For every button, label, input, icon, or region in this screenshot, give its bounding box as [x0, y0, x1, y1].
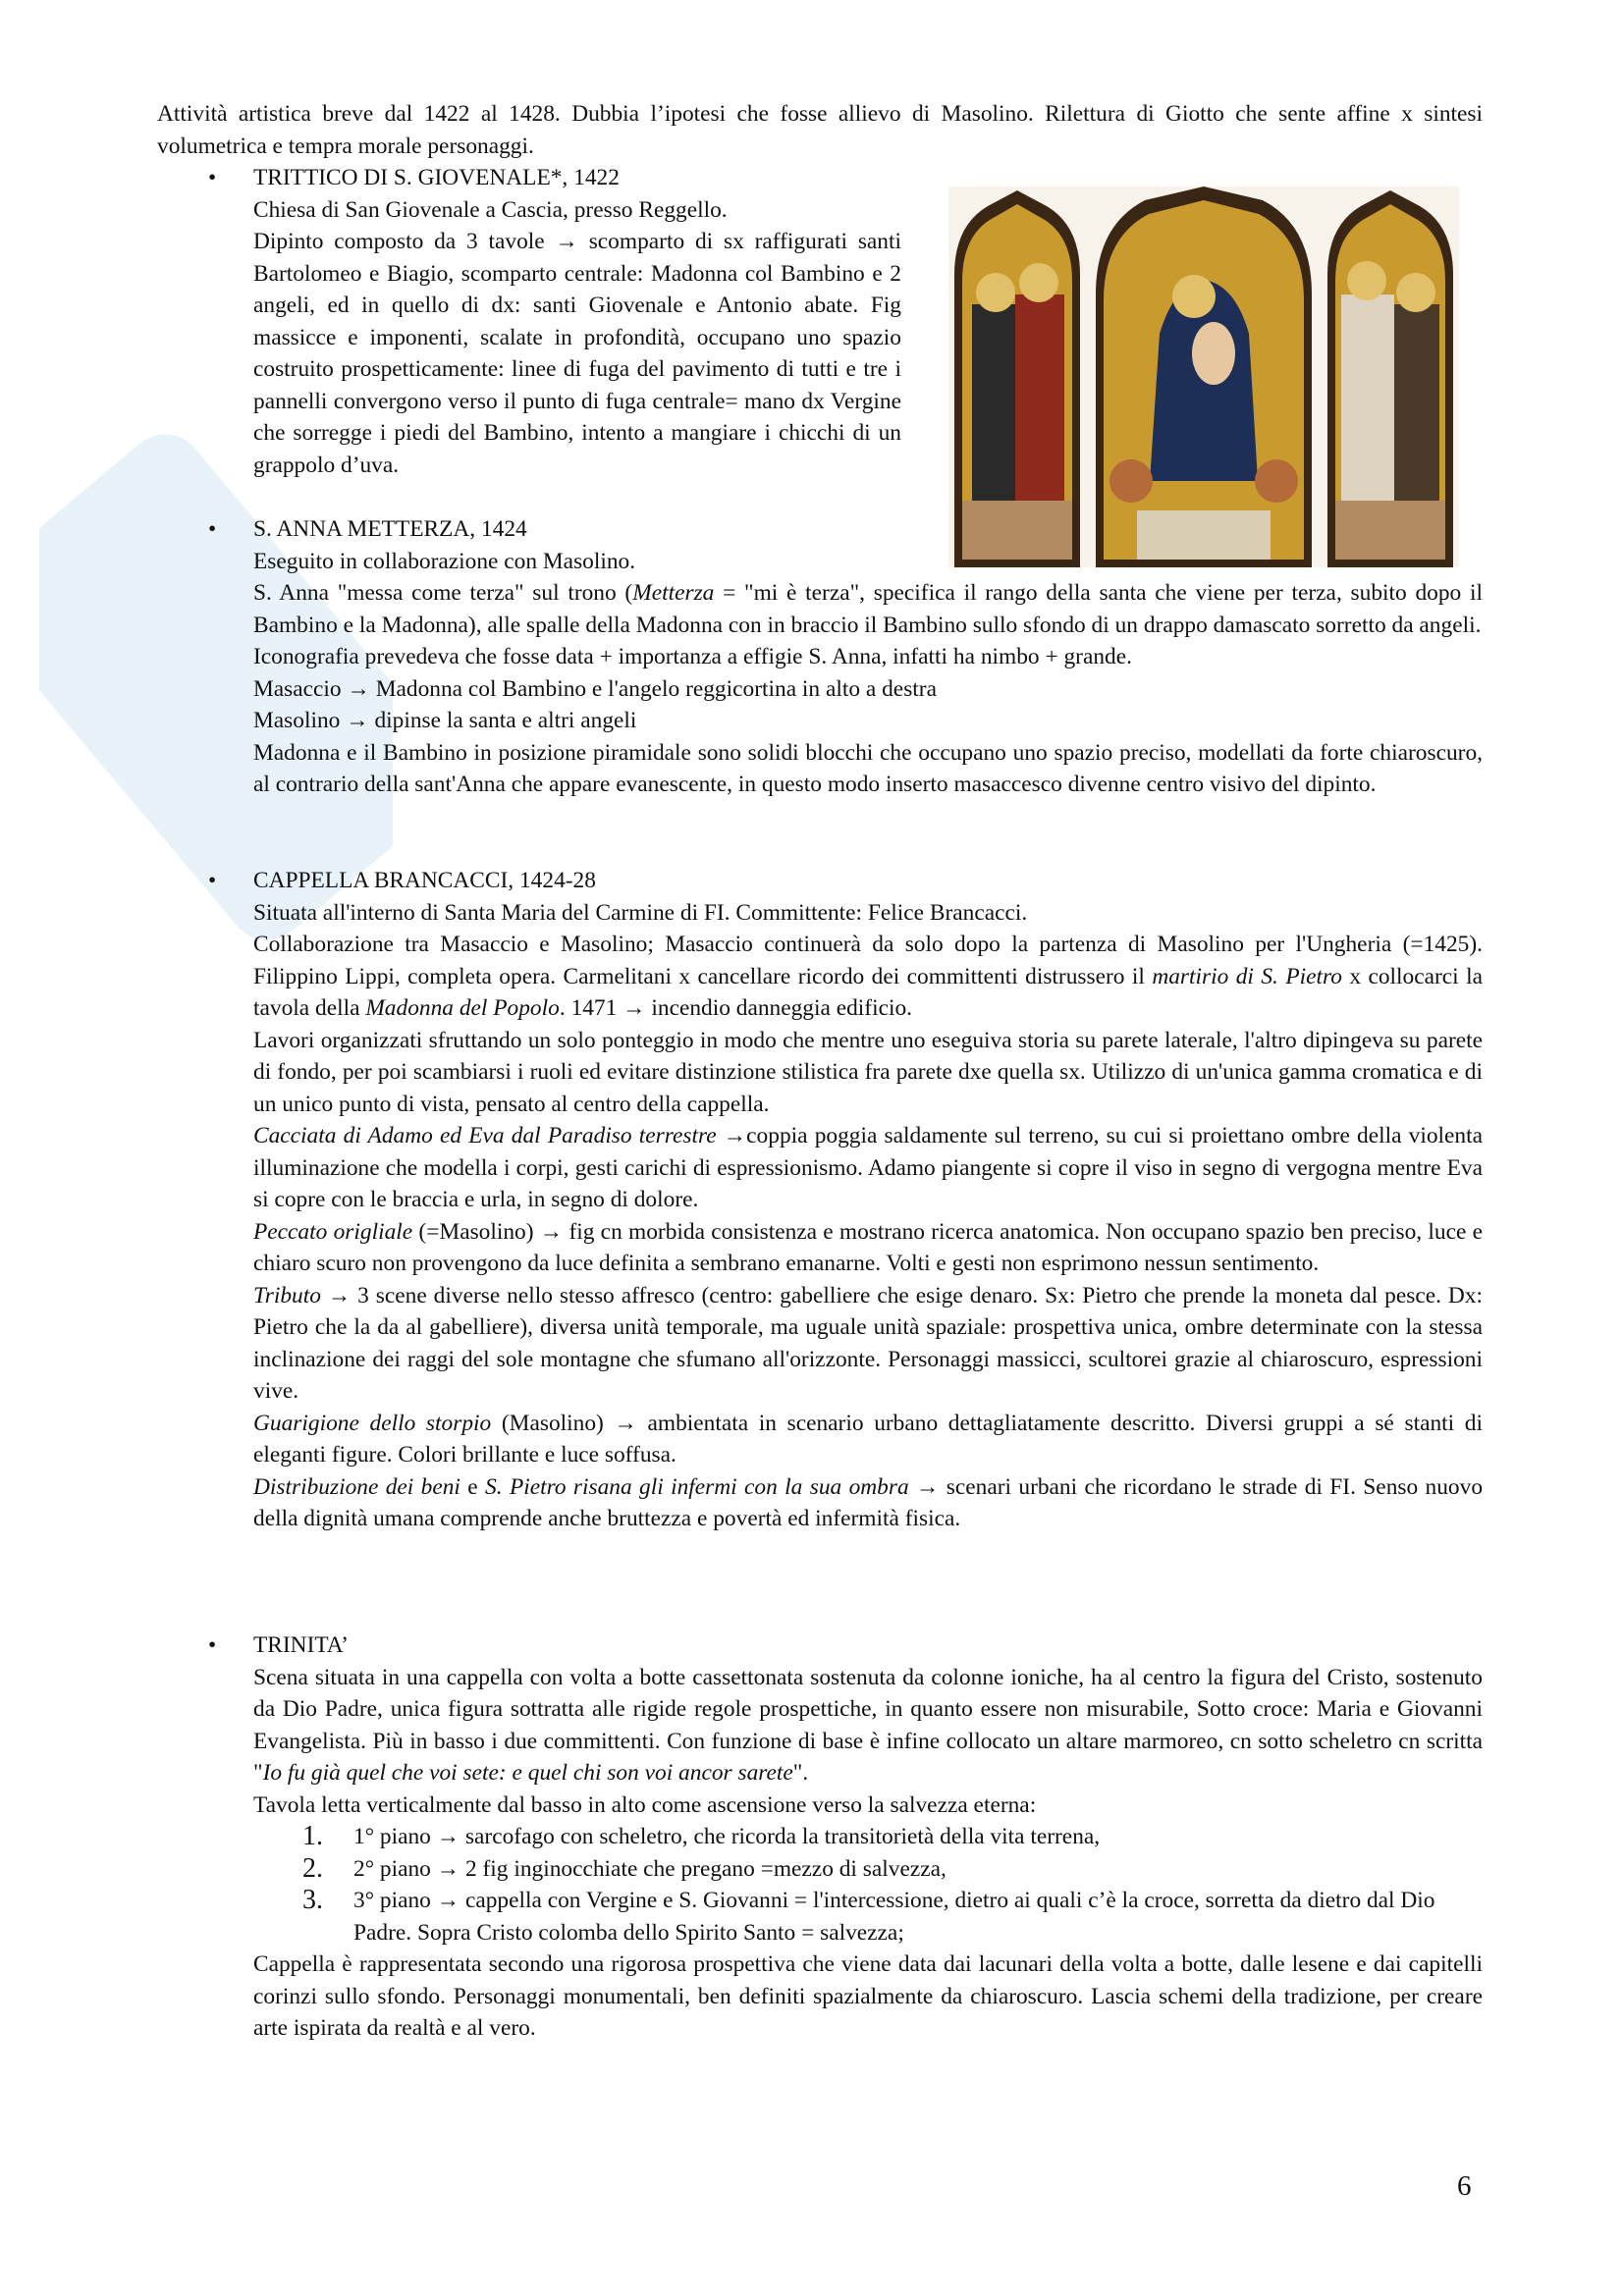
bullet-icon: •: [208, 516, 217, 542]
list-item: [253, 1821, 1483, 1853]
page-number: 6: [1457, 2170, 1472, 2202]
section-title: CAPPELLA BRANCACCI, 1424-28: [253, 868, 596, 893]
bullet-icon: •: [208, 165, 217, 190]
section-line: Masaccio → Madonna col Bambino e l'angelo reggicortina in alto a destra: [253, 675, 937, 702]
list-number: 1.: [302, 1821, 323, 1851]
section-paragraph: Scena situata in una cappella con volta a botte cassettonata sostenuta da colonne ioniche, ha al centro la figura del Cristo, sostenuto da Dio Padre, unica figura sottratta alle rigide regole prospettiche, in quanto essere non misurabile, Sotto croce: Maria e Giovanni Evangelista. Più in basso i due committenti. Con funzione di base è infine collocato un altare marmoreo, cn sotto scheletro cn scritta "Io fu già quel che voi sete: e quel chi son voi ancor sarete".: [253, 1664, 1483, 1786]
list-number: 2.: [302, 1852, 323, 1884]
list-item: [253, 1853, 1483, 1886]
section-paragraph: Cappella è rappresentata secondo una rigorosa prospettiva che viene data dai lacunari della volta a botte, dalle lesene e dai capitelli corinzi sullo sfondo. Personaggi monumentali, ben definiti spazialmente da chiaroscuro. Lascia schemi della tradizione, per creare arte ispirata da realtà e al vero.: [253, 1951, 1483, 2041]
section-line: Masolino → dipinse la santa e altri angeli: [253, 708, 637, 733]
section-trinita: [208, 1629, 1483, 2045]
section-line: Tavola letta verticalmente dal basso in alto come ascensione verso la salvezza eterna:: [253, 1791, 1037, 1818]
section-paragraph: Tributo → 3 scene diverse nello stesso affresco (centro: gabelliere che esige denaro. Sx: Pietro che prende la moneta dal pesce. Dx: Pietro che la da al gabelliere), diversa unità temporale, ma uguale unità spaziale: prospettiva unica, ombre determinate con la stessa inclinazione dei raggi del sole montagne che sfumano all'orizzonte. Personaggi massicci, scultorei grazie al chiaroscuro, espressioni vive.: [253, 1282, 1483, 1404]
section-paragraph: Cacciata di Adamo ed Eva dal Paradiso terrestre →coppia poggia saldamente sul terreno, su cui si proiettano ombre della violenta illuminazione che modella i corpi, gesti carichi di espressionismo. Adamo piangente si copre il viso in segno di vergogna mentre Eva si copre con le braccia e urla, in segno di dolore.: [253, 1123, 1484, 1212]
section-title: TRITTICO DI S. GIOVENALE*, 1422: [253, 165, 620, 190]
section-sant-anna: [208, 513, 1483, 801]
list-text: 2° piano → 2 fig inginocchiate che pregano =mezzo di salvezza,: [353, 1855, 947, 1882]
section-line: Situata all'interno di Santa Maria del Carmine di FI. Committente: Felice Brancacci.: [253, 899, 1028, 926]
section-line: Iconografia prevedeva che fosse data + importanza a effigie S. Anna, infatti ha nimbo + grande.: [253, 644, 1132, 669]
section-paragraph: Guarigione dello storpio (Masolino) → ambientata in scenario urbano dettagliatamente descritto. Diversi gruppi a sé stanti di eleganti figure. Colori brillante e luce soffusa.: [253, 1410, 1483, 1468]
section-paragraph: Peccato origliale (=Masolino) → fig cn morbida consistenza e mostrano ricerca anatomica. Non occupano spazio ben preciso, luce e chiaro scuro non provengono da luce definita a sembrano emanarne. Volti e gesti non esprimono nessun sentimento.: [253, 1218, 1483, 1276]
section-paragraph: Distribuzione dei beni e S. Pietro risana gli infermi con la sua ombra → scenari urbani che ricordano le strade di FI. Senso nuovo della dignità umana comprende anche bruttezza e povertà ed infermità fisica.: [253, 1473, 1484, 1531]
list-text: 1° piano → sarcofago con scheletro, che ricorda la transitorietà della vita terrena,: [353, 1824, 1101, 1849]
section-line: Eseguito in collaborazione con Masolino.: [253, 548, 636, 574]
bullet-icon: •: [208, 868, 217, 893]
numbered-list: [253, 1821, 1483, 1949]
section-paragraph: Dipinto composto da 3 tavole → scomparto di sx raffigurati santi Bartolomeo e Biagio, scomparto centrale: Madonna col Bambino e 2 angeli, ed in quello di dx: santi Giovenale e Antonio abate. Fig massicce e imponenti, scalate in profondità, occupano uno spazio costruito prospetticamente: linee di fuga del pavimento di tutti e tre i pannelli convergono verso il punto di fuga centrale= mano dx Vergine che sorregge i piedi del Bambino, intento a mangiare i chicchi di un grappolo d’uva.: [253, 229, 901, 478]
section-paragraph: S. Anna "messa come terza" sul trono (Metterza = "mi è terza", specifica il rango della santa che viene per terza, subito dopo il Bambino e la Madonna), alle spalle della Madonna con in braccio il Bambino sullo sfondo di un drappo damascato sorretto da angeli.: [253, 580, 1483, 638]
list-number: 3.: [302, 1885, 323, 1915]
intro-paragraph: Attività artistica breve dal 1422 al 1428. Dubbia l’ipotesi che fosse allievo di Masolino. Rilettura di Giotto che sente affine x sintesi volumetrica e tempra morale personaggi.: [157, 101, 1483, 159]
section-title: S. ANNA METTERZA, 1424: [253, 516, 527, 542]
section-paragraph: Lavori organizzati sfruttando un solo ponteggio in modo che mentre uno eseguiva storia su parete laterale, l'altro dipingeva su parete di fondo, per poi scambiarsi i ruoli ed evitare distinzione stilistica fra parete dxe quella sx. Utilizzo di un'unica gamma cromatica e di un unico punto di vista, pensato al centro della cappella.: [253, 1027, 1483, 1117]
section-line: Chiesa di San Giovenale a Cascia, presso Reggello.: [253, 196, 728, 223]
list-text: 3° piano → cappella con Vergine e S. Giovanni = l'intercessione, dietro ai quali c’è la croce, sorretta da dietro dal Dio Padre. Sopra Cristo colomba dello Spirito Santo = salvezza;: [353, 1888, 1435, 1946]
bullet-icon: •: [208, 1632, 217, 1658]
section-cappella-brancacci: [208, 865, 1484, 1535]
section-title: TRINITA’: [253, 1632, 349, 1658]
section-paragraph: Collaborazione tra Masaccio e Masolino; Masaccio continuerà da solo dopo la partenza di Masolino per l'Ungheria (=1425). Filippino Lippi, completa opera. Carmelitani x cancellare ricordo dei committenti distrussero il martirio di S. Pietro x collocarci la tavola della Madonna del Popolo. 1471 → incendio danneggia edificio.: [253, 932, 1483, 1021]
section-paragraph: Madonna e il Bambino in posizione piramidale sono solidi blocchi che occupano uno spazio preciso, modellati da forte chiaroscuro, al contrario della sant'Anna che appare evanescente, in questo modo inserto masaccesco divenne centro visivo del dipinto.: [253, 739, 1483, 797]
triptych-painting: [948, 187, 1459, 567]
list-item: [253, 1885, 1483, 1949]
